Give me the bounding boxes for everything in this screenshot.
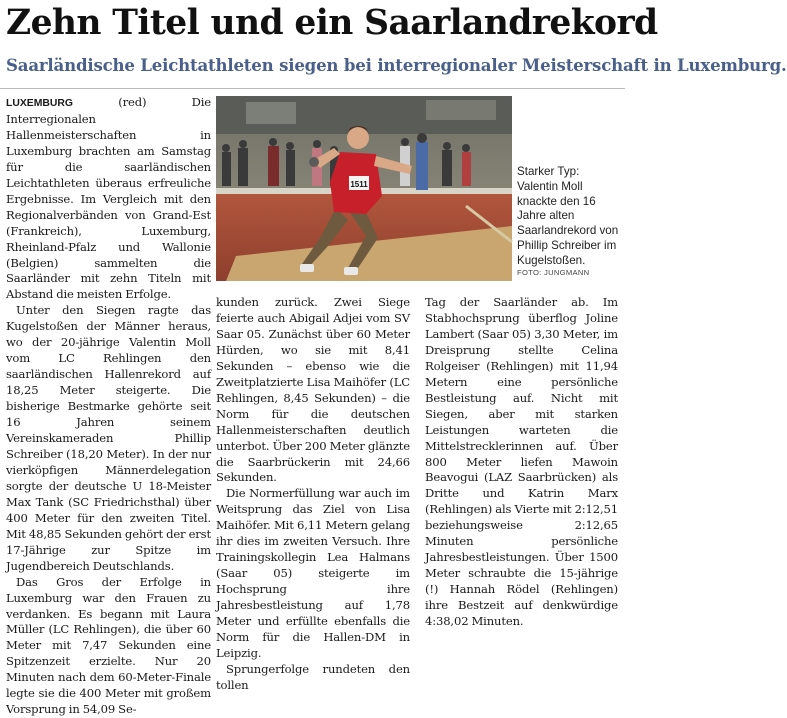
paragraph: Das Gros der Erfolge in Luxemburg war den Frauen zu verdanken. Es begann mit Laura Müller (LC Rehlingen), die über 60 Meter mit 7,47 Sekunden eine Spitzenzeit erzielte. Nur 20 Minuten nach dem 60-Meter-Finale legte sie die 400 Meter mit großem Vorsprung in 54,09 Se-	[6, 574, 211, 717]
dateline: LUXEMBURG	[6, 98, 73, 109]
article-photo	[216, 96, 512, 281]
article-column-2	[216, 295, 410, 694]
article-column-1	[6, 95, 211, 718]
paragraph	[6, 95, 211, 303]
shot-put-athlete-image	[216, 96, 512, 281]
bib-number: 1511	[350, 180, 368, 189]
paragraph: Sprungerfolge rundeten den tollen	[216, 661, 410, 692]
headline: Zehn Titel und ein Saarlandrekord	[6, 3, 658, 43]
paragraph-text: (red) Die Interregionalen Hallenmeisterschaften in Luxemburg brachten am Samstag für die saarländischen Leichtathleten überaus erfreuliche Ergebnisse. Im Vergleich mit den Regionalverbänden von Grand-Est (Frankreich), Luxemburg, Rheinland-Pfalz und Wallonie (Belgien) sammelten die Saarländer mit zehn Titeln mit Abstand die meisten Erfolge.	[6, 95, 211, 302]
paragraph: kunden zurück. Zwei Siege feierte auch Abigail Adjei vom SV Saar 05. Zunächst über 60 Meter Hürden, wo sie mit 8,41 Sekunden – ebenso wie die Zweitplatzierte Lisa Maihöfer (LC Rehlingen, 8,45 Sekunden) – die Norm für die deutschen Hallenmeisterschaften deutlich unterbot. Über 200 Meter glänzte die Saarbrückerin mit 24,66 Sekunden.	[216, 295, 410, 485]
article-column-3	[425, 295, 618, 630]
photo-caption: Starker Typ: Valentin Moll knackte den 16 Jahre alten Saarlandrekord von Phillip Schreiber im Kugelstoßen.	[517, 165, 619, 267]
photo-credit: FOTO: JUNGMANN	[517, 268, 590, 277]
paragraph: Die Normerfüllung war auch im Weitsprung das Ziel von Lisa Maihöfer. Mit 6,11 Metern gelang ihr dies im zweiten Versuch. Ihre Trainingskollegin Lea Halmans (Saar 05) steigerte im Hochsprung ihre Jahresbestleistung auf 1,78 Meter und erfüllte ebenfalls die Norm für die Hallen-DM in Leipzig.	[216, 486, 410, 660]
paragraph: Tag der Saarländer ab. Im Stabhochsprung überflog Joline Lambert (Saar 05) 3,30 Meter, im Dreisprung stellte Celina Rolgeiser (Rehlingen) mit 11,94 Metern eine persönliche Bestleistung auf. Nicht mit Siegen, aber mit starken Leistungen warteten die Mittelstrecklerinnen auf. Über 800 Meter liefen Mawoin Beavogui (LAZ Saarbrücken) als Dritte und Katrin Marx (Rehlingen) als Vierte mit 2:12,51 beziehungsweise 2:12,65 Minuten persönliche Jahresbestleistungen. Über 1500 Meter schraubte die 15-jährige (!) Hannah Rödel (Rehlingen) ihre Bestzeit auf denkwürdige 4:38,02 Minuten.	[425, 295, 618, 629]
divider	[0, 88, 625, 89]
paragraph: Unter den Siegen ragte das Kugelstoßen der Männer heraus, wo der 20-jährige Valentin Moll vom LC Rehlingen den saarländischen Hallenrekord auf 18,25 Meter steigerte. Die bisherige Bestmarke gehörte seit 16 Jahren seinem Vereinskameraden Phillip Schreiber (18,20 Meter). In der nur vierköpfigen Männerdelegation sorgte der deutsche U 18-Meister Max Tank (SC Friedrichsthal) über 400 Meter für den zweiten Titel. Mit 48,85 Sekunden gehört der erst 17-Jährige zur Spitze im Jugendbereich Deutschlands.	[6, 303, 211, 573]
subheadline: Saarländische Leichtathleten siegen bei interregionaler Meisterschaft in Luxemburg.	[6, 55, 787, 75]
